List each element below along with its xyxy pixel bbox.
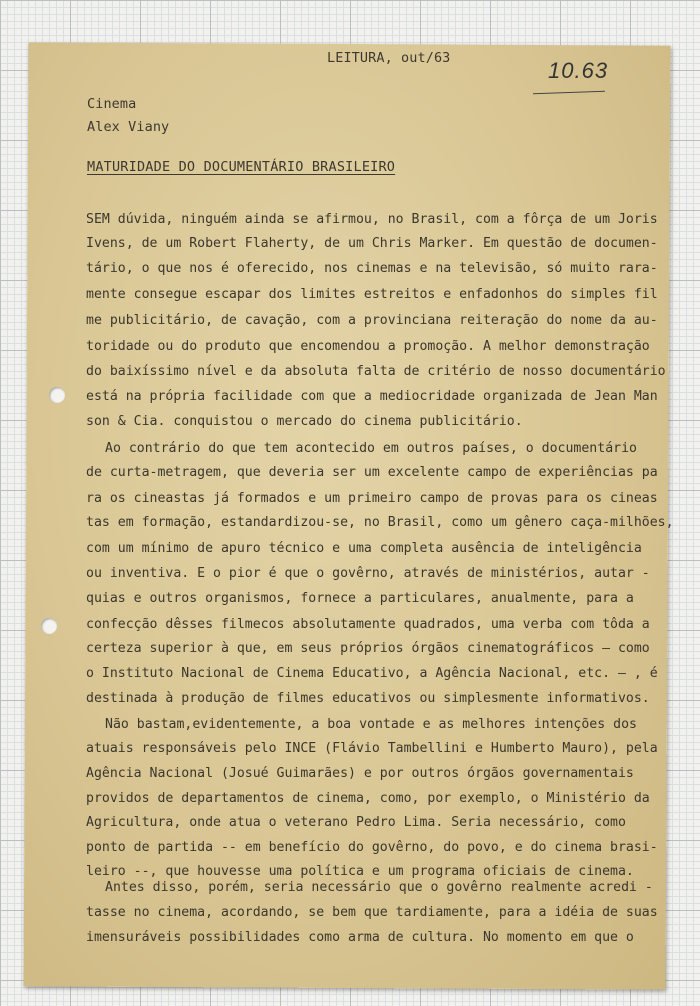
body-line: com um mínimo de apuro técnico e uma completa ausência de inteligência [86, 541, 642, 556]
body-line: Agricultura, onde atua o veterano Pedro Lima. Seria necessário, como [86, 815, 626, 830]
body-line: atuais responsáveis pelo INCE (Flávio Tambellini e Humberto Mauro), pela [86, 741, 658, 756]
body-line: destinada à produção de filmes educativos ou simplesmente informativos. [86, 691, 650, 706]
body-line: leiro --, que houvesse uma política e um programa oficiais de cinema. [86, 864, 634, 879]
body-line: Ao contrário do que tem acontecido em outros países, o documentário [105, 441, 637, 456]
body-line: do baixíssimo nível e da absoluta falta de critério de nosso documentário [86, 364, 666, 379]
body-line: Antes disso, porém, seria necessário que o govêrno realmente acredi - [105, 880, 653, 895]
body-line: SEM dúvida, ninguém ainda se afirmou, no Brasil, com a fôrça de um Joris [86, 212, 658, 227]
body-line: providos de departamentos de cinema, como, por exemplo, o Ministério da [86, 791, 650, 806]
body-line: tasse no cinema, acordando, se bem que tardiamente, para a idéia de suas [86, 905, 658, 920]
section-label: Cinema [87, 96, 137, 112]
body-line: quias e outros organismos, fornece a particulares, anualmente, para a [86, 591, 634, 606]
body-line: ou inventiva. E o pior é que o govêrno, através de ministérios, autar - [86, 566, 650, 581]
body-line: certeza superior à que, em seus próprios órgãos cinematográficos — como [86, 641, 650, 656]
body-line: me publicitário, de cavação, com a provinciana reiteração do nome da au- [86, 313, 658, 328]
body-line: está na própria facilidade com que a mediocridade organizada de Jean Man [86, 389, 658, 404]
article-title: MATURIDADE DO DOCUMENTÁRIO BRASILEIRO [87, 159, 396, 175]
publication-header: LEITURA, out/63 [327, 50, 451, 66]
body-line: Não bastam,evidentemente, a boa vontade e as melhores intenções dos [105, 717, 637, 732]
body-line: imensuráveis possibilidades como arma de cultura. No momento em que o [86, 930, 634, 945]
punch-hole-bottom [41, 618, 57, 634]
body-line: de curta-metragem, que deveria ser um excelente campo de experiências pa [86, 465, 658, 480]
body-line: ra os cineastas já formados e um primeiro campo de provas para os cineas [86, 491, 658, 506]
body-line: tário, o que nos é oferecido, nos cinemas e na televisão, só muito rara- [86, 261, 658, 276]
body-line: Agência Nacional (Josué Guimarães) e por outros órgãos governamentais [86, 766, 634, 781]
body-line: Ivens, de um Robert Flaherty, de um Chris Marker. Em questão de documen- [86, 236, 658, 251]
body-line: o Instituto Nacional de Cinema Educativo, a Agência Nacional, etc. — , é [86, 666, 658, 681]
body-line: tas em formação, estandardizou-se, no Brasil, como um gênero caça-milhões, [86, 515, 674, 530]
body-line: ponto de partida -- em benefício do govêrno, do povo, e do cinema brasi- [86, 840, 658, 855]
body-line: confecção dêsses filmecos absolutamente quadrados, uma verba com tôda a [86, 617, 650, 632]
handwritten-folio: 10.63 [548, 58, 609, 83]
body-line: son & Cia. conquistou o mercado do cinema publicitário. [86, 414, 523, 429]
punch-hole-top [49, 387, 65, 403]
body-line: toridade ou do produto que encomendou a promoção. A melhor demonstração [86, 339, 650, 354]
body-line: mente consegue escapar dos limites estreitos e enfadonhos do simples fil [86, 287, 658, 302]
author-name: Alex Viany [87, 119, 170, 135]
